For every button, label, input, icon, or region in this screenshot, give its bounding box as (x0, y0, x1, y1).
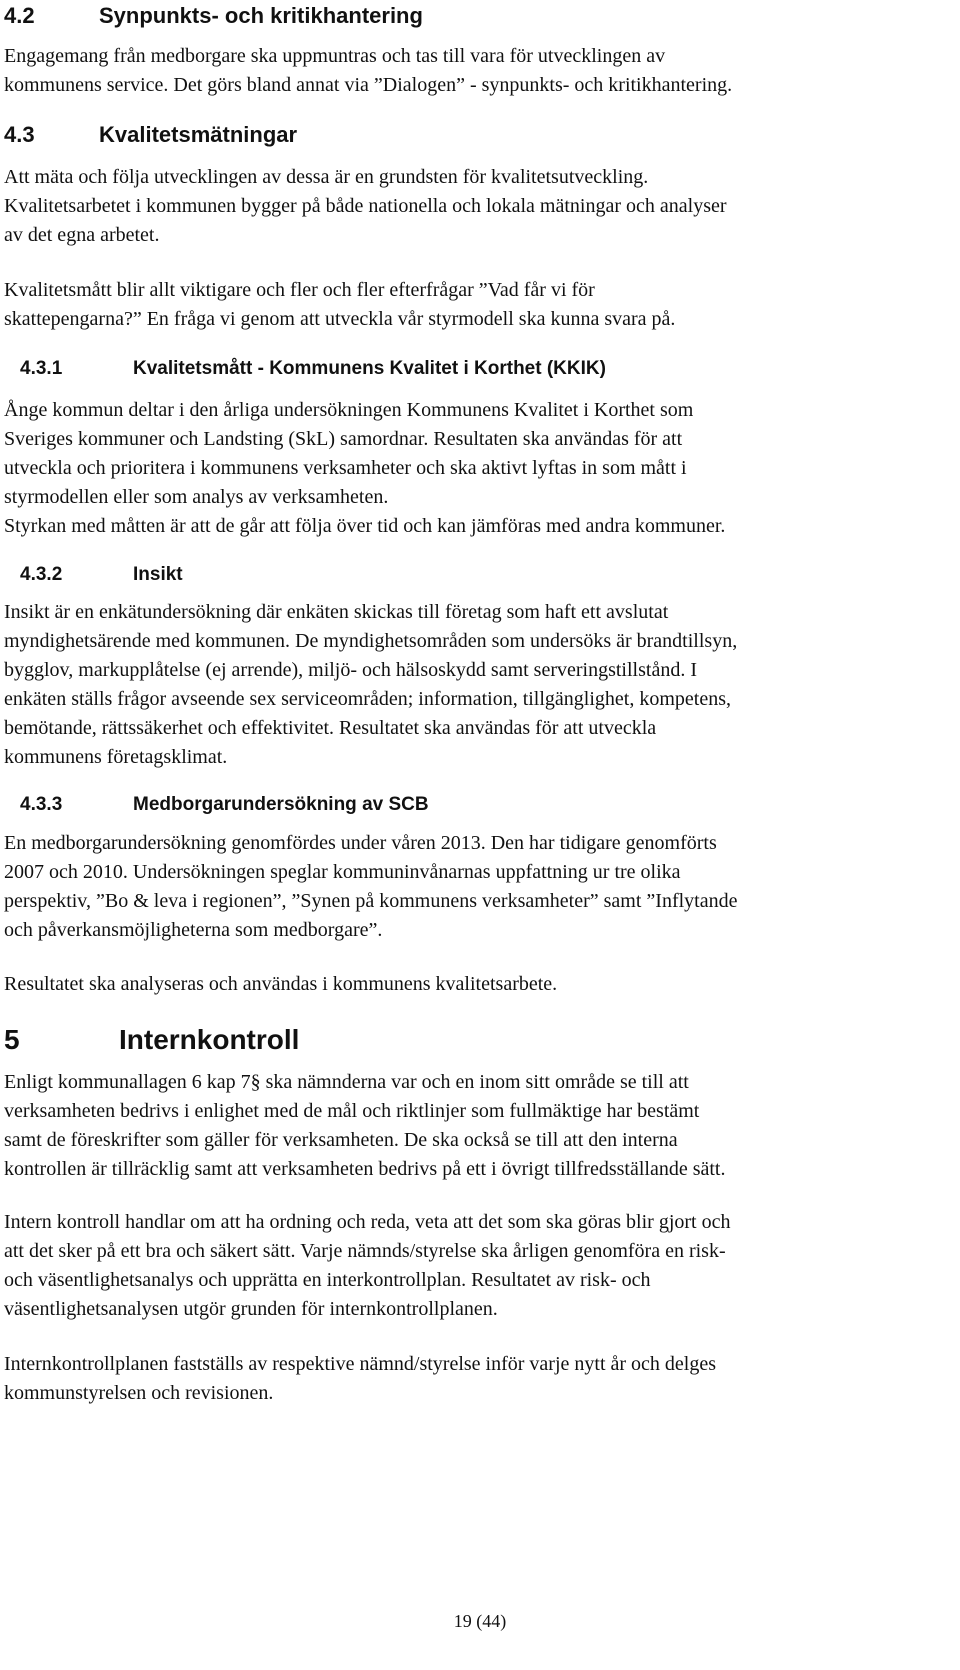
text-line: och påverkansmöjligheterna som medborgare”. (4, 919, 383, 941)
paragraph-5-plan (4, 1350, 954, 1408)
text-line: myndighetsärende med kommunen. De myndighetsområden som undersöks är brandtillsyn, (4, 630, 738, 652)
paragraph-5-law (4, 1068, 954, 1184)
text-line: Styrkan med måtten är att de går att följa över tid och kan jämföras med andra kommuner. (4, 515, 726, 537)
heading-title: Kvalitetsmått - Kommunens Kvalitet i Korthet (KKIK) (133, 358, 606, 379)
heading-number: 4.3.3 (20, 794, 63, 815)
heading-number: 4.3 (4, 122, 35, 147)
text-line: Ånge kommun deltar i den årliga undersökningen Kommunens Kvalitet i Korthet som (4, 399, 694, 421)
text-line: En medborgarundersökning genomfördes under våren 2013. Den har tidigare genomförts (4, 832, 717, 854)
text-line: enkäten ställs frågor avseende sex serviceområden; information, tillgänglighet, kompetens, (4, 688, 731, 710)
text-line: kontrollen är tillräcklig samt att verksamheten bedrivs på ett i övrigt tillfredsställande sätt. (4, 1158, 726, 1180)
paragraph-4-3-2 (4, 598, 954, 772)
heading-title: Kvalitetsmätningar (99, 122, 298, 147)
text-line: Intern kontroll handlar om att ha ordning och reda, veta att det som ska göras blir gjort och (4, 1211, 731, 1233)
text-line: Kvalitetsmått blir allt viktigare och fler och fler efterfrågar ”Vad får vi för (4, 279, 595, 301)
heading-title: Insikt (133, 564, 183, 585)
text-line: Kvalitetsarbetet i kommunen bygger på både nationella och lokala mätningar och analyser (4, 195, 727, 217)
text-line: Resultatet ska analyseras och användas i kommunens kvalitetsarbete. (4, 973, 558, 995)
heading-5 (4, 1023, 954, 1057)
heading-4-3-3 (20, 793, 960, 817)
text-line: bemötande, rättssäkerhet och effektivitet. Resultatet ska användas för att utveckla (4, 717, 657, 739)
heading-title: Medborgarundersökning av SCB (133, 794, 429, 815)
heading-title: Internkontroll (119, 1024, 300, 1055)
paragraph-4-3-measures (4, 276, 954, 334)
text-line: kommunens service. Det görs bland annat via ”Dialogen” - synpunkts- och kritikhantering. (4, 74, 733, 96)
heading-number: 5 (4, 1024, 20, 1055)
text-line: Enligt kommunallagen 6 kap 7§ ska nämnderna var och en inom sitt område se till att (4, 1071, 689, 1093)
paragraph-4-3-3 (4, 829, 954, 945)
text-line: 2007 och 2010. Undersökningen speglar kommuninvånarnas uppfattning ur tre olika (4, 861, 681, 883)
text-line: bygglov, markupplåtelse (ej arrende), miljö- och hälsoskydd samt serveringstillstånd. I (4, 659, 697, 681)
text-line: samt de föreskrifter som gäller för verksamheten. De ska också se till att den interna (4, 1129, 678, 1151)
heading-number: 4.3.1 (20, 358, 63, 379)
heading-4-3-2 (20, 563, 960, 587)
text-line: kommunens företagsklimat. (4, 746, 228, 768)
text-line: och väsentlighetsanalys och upprätta en interkontrollplan. Resultatet av risk- och (4, 1269, 651, 1291)
text-line: perspektiv, ”Bo & leva i regionen”, ”Synen på kommunens verksamheter” samt ”Inflytande (4, 890, 738, 912)
paragraph-4-2 (4, 42, 954, 100)
heading-4-3-1 (20, 357, 960, 381)
text-line: Insikt är en enkätundersökning där enkäten skickas till företag som haft ett avslutat (4, 601, 669, 623)
paragraph-4-3-3-result (4, 970, 954, 999)
heading-title: Synpunkts- och kritikhantering (99, 3, 423, 28)
text-line: skattepengarna?” En fråga vi genom att utveckla vår styrmodell ska kunna svara på. (4, 308, 676, 330)
text-line: Att mäta och följa utvecklingen av dessa är en grundsten för kvalitetsutveckling. (4, 166, 649, 188)
text-line: utveckla och prioritera i kommunens verksamheter och ska aktivt lyftas in som mått i (4, 457, 687, 479)
paragraph-4-3-1 (4, 396, 954, 541)
text-line: verksamheten bedrivs i enlighet med de mål och riktlinjer som fullmäktige har bestämt (4, 1100, 700, 1122)
text-line: Sveriges kommuner och Landsting (SkL) samordnar. Resultaten ska användas för att (4, 428, 683, 450)
heading-4-3 (4, 121, 954, 149)
page-number: 19 (44) (453, 1611, 507, 1631)
heading-number: 4.2 (4, 3, 35, 28)
text-line: Engagemang från medborgare ska uppmuntras och tas till vara för utvecklingen av (4, 45, 666, 67)
text-line: av det egna arbetet. (4, 224, 160, 246)
paragraph-5-control (4, 1208, 954, 1324)
text-line: att det sker på ett bra och säkert sätt. Varje nämnds/styrelse ska årligen genomföra en risk- (4, 1240, 726, 1262)
text-line: väsentlighetsanalysen utgör grunden för internkontrollplanen. (4, 1298, 498, 1320)
text-line: Internkontrollplanen fastställs av respektive nämnd/styrelse inför varje nytt år och delges (4, 1353, 717, 1375)
paragraph-4-3-intro (4, 163, 954, 250)
text-line: kommunstyrelsen och revisionen. (4, 1382, 274, 1404)
heading-4-2 (4, 2, 954, 30)
heading-number: 4.3.2 (20, 564, 63, 585)
text-line: styrmodellen eller som analys av verksamheten. (4, 486, 389, 508)
